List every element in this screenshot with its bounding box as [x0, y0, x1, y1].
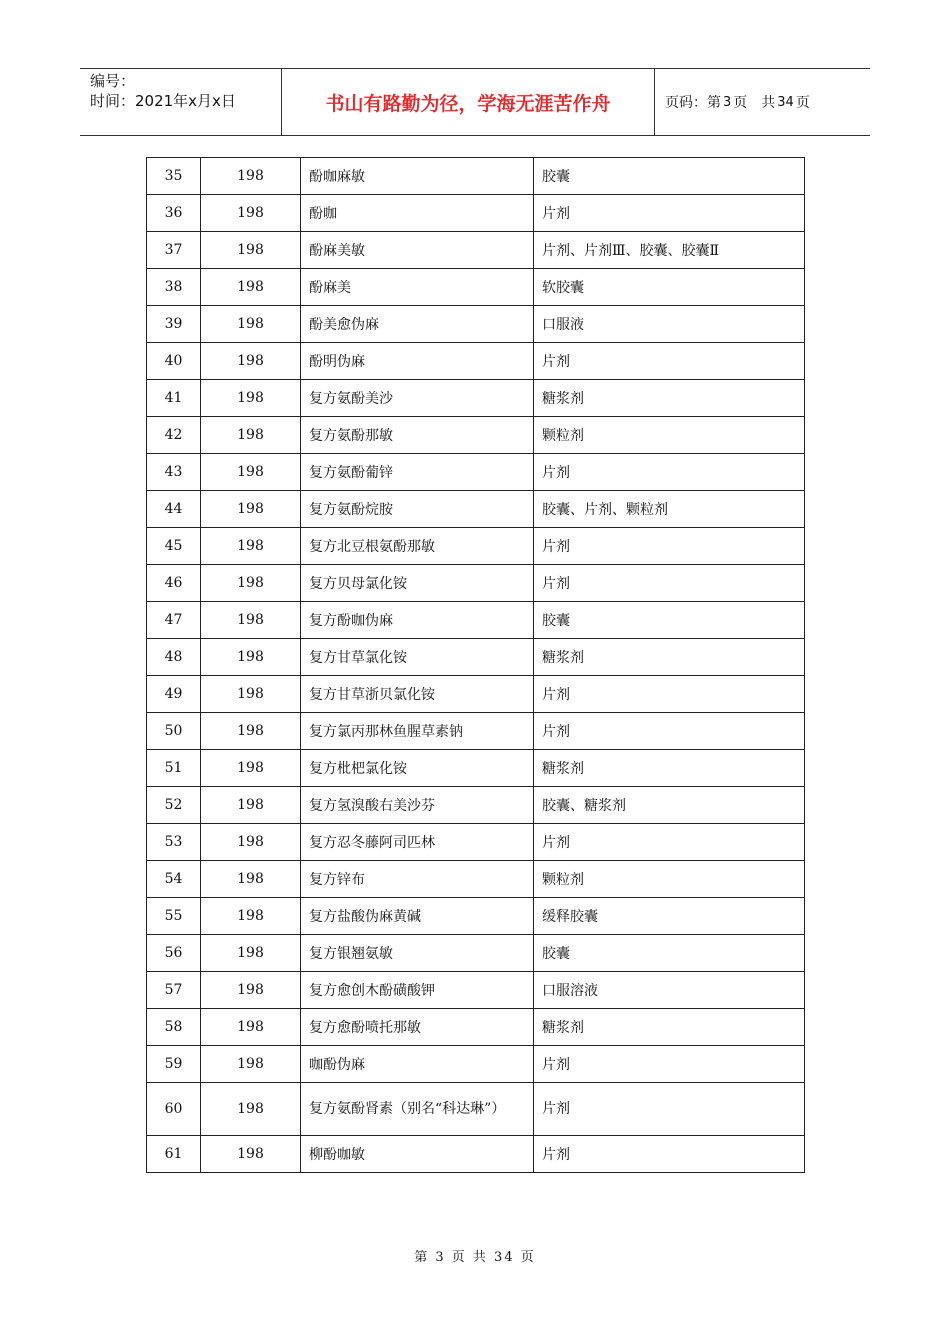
- row-code: 198: [201, 454, 301, 491]
- row-code: 198: [201, 824, 301, 861]
- row-number: 59: [147, 1046, 201, 1083]
- row-drug-name: 复方甘草氯化铵: [301, 639, 534, 676]
- row-dosage-form: 糖浆剂: [534, 639, 805, 676]
- row-dosage-form: 胶囊: [534, 935, 805, 972]
- row-number: 37: [147, 232, 201, 269]
- row-number: 38: [147, 269, 201, 306]
- row-dosage-form: 糖浆剂: [534, 750, 805, 787]
- row-code: 198: [201, 269, 301, 306]
- row-number: 40: [147, 343, 201, 380]
- row-dosage-form: 胶囊、片剂、颗粒剂: [534, 491, 805, 528]
- row-number: 61: [147, 1136, 201, 1173]
- document-code-label: 编号：: [90, 72, 136, 90]
- row-dosage-form: 颗粒剂: [534, 417, 805, 454]
- row-code: 198: [201, 1009, 301, 1046]
- row-dosage-form: 口服溶液: [534, 972, 805, 1009]
- row-number: 41: [147, 380, 201, 417]
- row-drug-name: 复方盐酸伪麻黄碱: [301, 898, 534, 935]
- row-number: 48: [147, 639, 201, 676]
- row-drug-name: 酚明伪麻: [301, 343, 534, 380]
- row-number: 60: [147, 1083, 201, 1136]
- row-dosage-form: 片剂: [534, 195, 805, 232]
- row-dosage-form: 片剂: [534, 1083, 805, 1136]
- row-number: 47: [147, 602, 201, 639]
- row-number: 43: [147, 454, 201, 491]
- table-row: [147, 787, 805, 824]
- row-drug-name: 复方氨酚葡锌: [301, 454, 534, 491]
- row-number: 56: [147, 935, 201, 972]
- row-dosage-form: 片剂、片剂Ⅲ、胶囊、胶囊Ⅱ: [534, 232, 805, 269]
- row-dosage-form: 片剂: [534, 713, 805, 750]
- page-total: 34: [777, 94, 794, 110]
- row-dosage-form: 片剂: [534, 1046, 805, 1083]
- row-code: 198: [201, 491, 301, 528]
- table-row: [147, 824, 805, 861]
- row-number: 39: [147, 306, 201, 343]
- row-code: 198: [201, 343, 301, 380]
- row-drug-name: 酚咖麻敏: [301, 158, 534, 195]
- table-row: [147, 1083, 805, 1136]
- row-number: 42: [147, 417, 201, 454]
- row-drug-name: 复方锌布: [301, 861, 534, 898]
- row-number: 57: [147, 972, 201, 1009]
- table-row: [147, 1046, 805, 1083]
- page-suffix: 页: [795, 95, 810, 111]
- table-row: [147, 454, 805, 491]
- row-drug-name: 酚美愈伪麻: [301, 306, 534, 343]
- row-drug-name: 复方氨酚肾素（别名“科达琳”）: [301, 1083, 534, 1136]
- page-current: 3: [723, 94, 732, 110]
- page-mid: 页 共: [733, 95, 776, 111]
- header-motto: 书山有路勤为径，学海无涯苦作舟: [282, 69, 655, 135]
- row-dosage-form: 片剂: [534, 1136, 805, 1173]
- row-number: 50: [147, 713, 201, 750]
- row-code: 198: [201, 935, 301, 972]
- row-code: 198: [201, 1136, 301, 1173]
- row-number: 53: [147, 824, 201, 861]
- row-number: 51: [147, 750, 201, 787]
- row-number: 55: [147, 898, 201, 935]
- header-meta: [80, 69, 282, 135]
- row-drug-name: 复方忍冬藤阿司匹林: [301, 824, 534, 861]
- row-drug-name: 复方甘草浙贝氯化铵: [301, 676, 534, 713]
- drug-list-table: [146, 157, 805, 1173]
- row-drug-name: 酚麻美敏: [301, 232, 534, 269]
- row-drug-name: 复方北豆根氨酚那敏: [301, 528, 534, 565]
- header-page-number: [655, 69, 870, 135]
- row-drug-name: 复方愈创木酚磺酸钾: [301, 972, 534, 1009]
- row-dosage-form: 片剂: [534, 528, 805, 565]
- row-code: 198: [201, 158, 301, 195]
- row-code: 198: [201, 787, 301, 824]
- table-row: [147, 639, 805, 676]
- row-drug-name: 复方氯丙那林鱼腥草素钠: [301, 713, 534, 750]
- row-number: 44: [147, 491, 201, 528]
- row-code: 198: [201, 565, 301, 602]
- row-code: 198: [201, 195, 301, 232]
- row-dosage-form: 片剂: [534, 565, 805, 602]
- table-row: [147, 269, 805, 306]
- row-code: 198: [201, 713, 301, 750]
- row-drug-name: 咖酚伪麻: [301, 1046, 534, 1083]
- row-drug-name: 酚咖: [301, 195, 534, 232]
- drug-list-body: [147, 158, 805, 1173]
- table-row: [147, 713, 805, 750]
- row-number: 54: [147, 861, 201, 898]
- row-code: 198: [201, 639, 301, 676]
- table-row: [147, 232, 805, 269]
- row-code: 198: [201, 417, 301, 454]
- row-dosage-form: 胶囊: [534, 602, 805, 639]
- row-code: 198: [201, 1083, 301, 1136]
- row-code: 198: [201, 528, 301, 565]
- row-dosage-form: 软胶囊: [534, 269, 805, 306]
- row-code: 198: [201, 898, 301, 935]
- row-dosage-form: 胶囊、糖浆剂: [534, 787, 805, 824]
- row-drug-name: 复方贝母氯化铵: [301, 565, 534, 602]
- table-row: [147, 898, 805, 935]
- table-row: [147, 528, 805, 565]
- row-code: 198: [201, 1046, 301, 1083]
- table-row: [147, 1136, 805, 1173]
- row-number: 36: [147, 195, 201, 232]
- row-number: 45: [147, 528, 201, 565]
- document-time-label: 时间：2021年x月x日: [90, 92, 236, 110]
- row-dosage-form: 缓释胶囊: [534, 898, 805, 935]
- table-row: [147, 491, 805, 528]
- row-drug-name: 复方酚咖伪麻: [301, 602, 534, 639]
- row-number: 46: [147, 565, 201, 602]
- table-row: [147, 380, 805, 417]
- row-dosage-form: 胶囊: [534, 158, 805, 195]
- row-dosage-form: 片剂: [534, 343, 805, 380]
- row-drug-name: 复方愈酚喷托那敏: [301, 1009, 534, 1046]
- row-dosage-form: 片剂: [534, 676, 805, 713]
- row-drug-name: 复方氨酚美沙: [301, 380, 534, 417]
- row-code: 198: [201, 602, 301, 639]
- row-dosage-form: 糖浆剂: [534, 1009, 805, 1046]
- row-number: 52: [147, 787, 201, 824]
- table-row: [147, 417, 805, 454]
- row-drug-name: 复方氢溴酸右美沙芬: [301, 787, 534, 824]
- row-number: 49: [147, 676, 201, 713]
- row-code: 198: [201, 232, 301, 269]
- row-drug-name: 复方银翘氨敏: [301, 935, 534, 972]
- table-row: [147, 602, 805, 639]
- row-dosage-form: 糖浆剂: [534, 380, 805, 417]
- page-footer: 第 3 页 共 34 页: [414, 1250, 536, 1265]
- table-row: [147, 565, 805, 602]
- table-row: [147, 158, 805, 195]
- row-dosage-form: 片剂: [534, 824, 805, 861]
- table-row: [147, 972, 805, 1009]
- row-code: 198: [201, 676, 301, 713]
- row-code: 198: [201, 750, 301, 787]
- table-row: [147, 195, 805, 232]
- table-row: [147, 750, 805, 787]
- row-drug-name: 酚麻美: [301, 269, 534, 306]
- row-code: 198: [201, 861, 301, 898]
- row-dosage-form: 片剂: [534, 454, 805, 491]
- table-row: [147, 676, 805, 713]
- row-code: 198: [201, 306, 301, 343]
- row-drug-name: 柳酚咖敏: [301, 1136, 534, 1173]
- row-dosage-form: 颗粒剂: [534, 861, 805, 898]
- table-row: [147, 306, 805, 343]
- row-dosage-form: 口服液: [534, 306, 805, 343]
- row-number: 35: [147, 158, 201, 195]
- row-drug-name: 复方氨酚烷胺: [301, 491, 534, 528]
- page-prefix: 页码：第: [665, 95, 721, 111]
- row-drug-name: 复方氨酚那敏: [301, 417, 534, 454]
- table-row: [147, 1009, 805, 1046]
- row-code: 198: [201, 380, 301, 417]
- table-row: [147, 343, 805, 380]
- table-row: [147, 935, 805, 972]
- row-code: 198: [201, 972, 301, 1009]
- page-header: [80, 68, 870, 136]
- row-drug-name: 复方枇杷氯化铵: [301, 750, 534, 787]
- row-number: 58: [147, 1009, 201, 1046]
- table-row: [147, 861, 805, 898]
